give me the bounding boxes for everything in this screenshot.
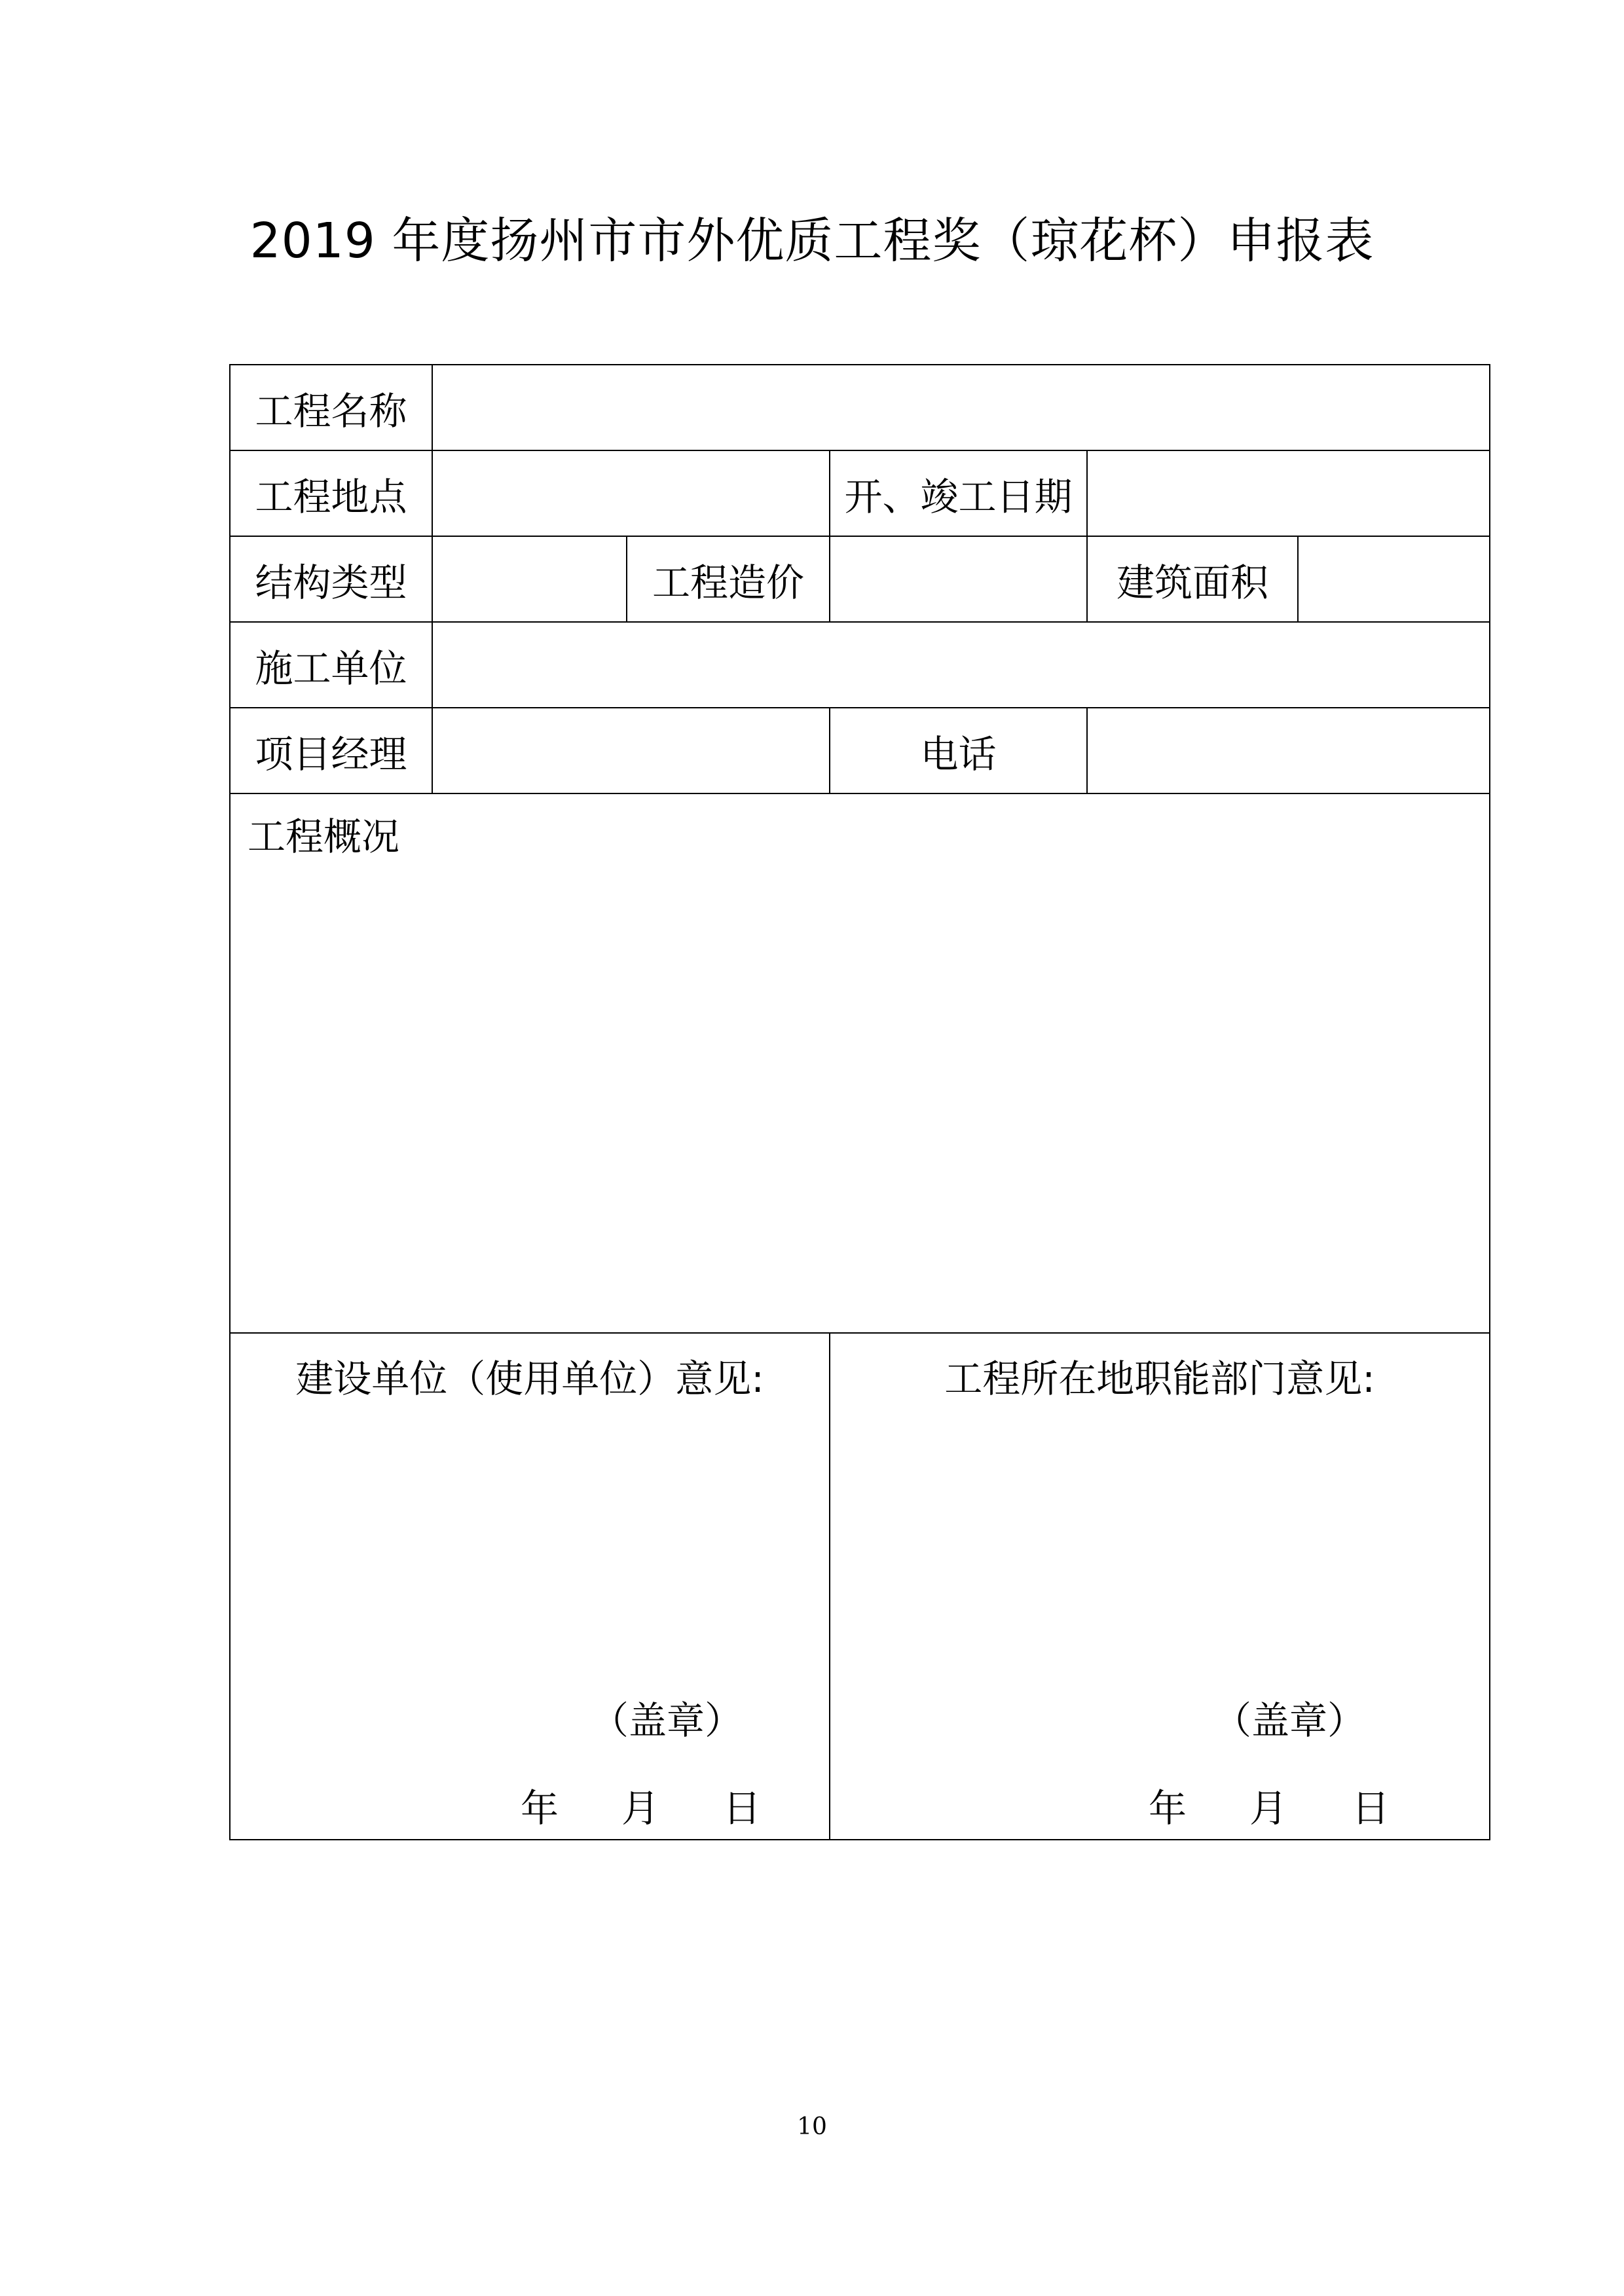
form-row-opinions — [230, 1333, 1490, 1840]
phone-field[interactable] — [1087, 708, 1490, 793]
builder-seal-label: （盖章） — [591, 1698, 743, 1743]
project-manager-label-cell — [230, 708, 432, 793]
project-cost-field[interactable] — [830, 536, 1087, 622]
form-row-overview — [230, 793, 1490, 1333]
start-end-date-field[interactable] — [1087, 450, 1490, 536]
project-cost-label: 工程造价 — [652, 560, 804, 605]
form-row-construction-unit — [230, 622, 1490, 708]
project-name-label-cell — [230, 365, 432, 450]
form-row-project-manager — [230, 708, 1490, 793]
page-number: 10 — [797, 2113, 827, 2140]
authority-opinion-field[interactable] — [830, 1333, 1490, 1840]
building-area-field[interactable] — [1298, 536, 1490, 622]
structure-type-label-cell — [230, 536, 432, 622]
authority-month-label: 月 — [1249, 1786, 1288, 1831]
construction-unit-label: 施工单位 — [255, 646, 407, 691]
form-row-project-location — [230, 450, 1490, 536]
structure-type-label: 结构类型 — [255, 560, 407, 605]
builder-year-label: 年 — [521, 1786, 559, 1831]
builder-opinion-field[interactable] — [230, 1333, 830, 1840]
project-cost-label-cell — [627, 536, 830, 622]
authority-year-label: 年 — [1149, 1786, 1187, 1831]
project-manager-field[interactable] — [432, 708, 830, 793]
authority-day-label: 日 — [1352, 1786, 1390, 1831]
project-name-label: 工程名称 — [255, 388, 407, 433]
start-end-date-label: 开、竣工日期 — [844, 474, 1073, 519]
authority-seal-label: （盖章） — [1213, 1698, 1366, 1743]
start-end-date-label-cell — [830, 450, 1087, 536]
builder-opinion-heading: 建设单位（使用单位）意见: — [295, 1357, 764, 1401]
project-location-field[interactable] — [432, 450, 830, 536]
project-name-field[interactable] — [432, 365, 1490, 450]
construction-unit-label-cell — [230, 622, 432, 708]
project-location-label: 工程地点 — [255, 474, 407, 519]
project-location-label-cell — [230, 450, 432, 536]
authority-opinion-heading: 工程所在地职能部门意见: — [944, 1357, 1375, 1401]
form-row-structure — [230, 536, 1490, 622]
application-form-table — [229, 364, 1490, 1840]
form-row-project-name — [230, 365, 1490, 450]
overview-label: 工程概况 — [248, 814, 400, 859]
project-manager-label: 项目经理 — [255, 731, 407, 776]
structure-type-field[interactable] — [432, 536, 627, 622]
phone-label: 电话 — [920, 731, 997, 776]
overview-field[interactable] — [230, 793, 1490, 1333]
builder-month-label: 月 — [621, 1786, 660, 1831]
builder-day-label: 日 — [723, 1786, 762, 1831]
phone-label-cell — [830, 708, 1087, 793]
building-area-label: 建筑面积 — [1116, 560, 1268, 605]
form-title: 2019 年度扬州市市外优质工程奖（琼花杯）申报表 — [249, 213, 1375, 269]
construction-unit-field[interactable] — [432, 622, 1490, 708]
building-area-label-cell — [1087, 536, 1298, 622]
